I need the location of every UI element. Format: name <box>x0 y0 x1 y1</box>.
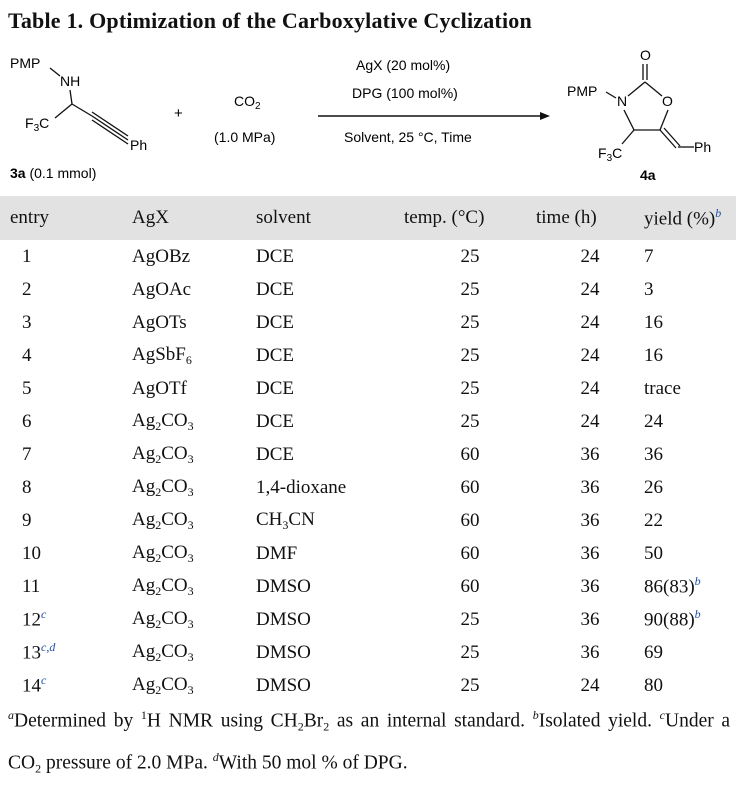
cell-entry: 5 <box>22 377 32 399</box>
cell-entry: 1 <box>22 245 32 267</box>
table-row <box>0 372 736 405</box>
yield-footnote-mark: b <box>694 607 701 622</box>
entry-footnote-mark: c,d <box>41 640 56 655</box>
cell-entry: 2 <box>22 278 32 300</box>
cell-solvent: DMSO <box>256 674 311 696</box>
cell-solvent: DCE <box>256 377 294 399</box>
table-row <box>0 636 736 669</box>
entry-footnote-mark: c <box>41 607 47 622</box>
reaction-scheme <box>0 46 736 192</box>
cell-time: 24 <box>580 410 600 432</box>
cell-entry: 4 <box>22 344 32 366</box>
cell-agx: $Ag_2CO_3$ <box>132 607 194 631</box>
product-compound-label: 4a <box>640 167 656 183</box>
header-temp: temp. (°C) <box>404 207 485 228</box>
product-carbonyl-o: O <box>640 47 651 63</box>
cell-time: 36 <box>580 476 600 498</box>
reactant-compound-label: 3a (0.1 mmol) <box>10 165 97 181</box>
cell-yield: 22 <box>644 509 663 531</box>
condition-line-2: DPG (100 mol%) <box>352 85 458 101</box>
reactant-pmp-label: PMP <box>10 55 41 71</box>
cell-entry: 3 <box>22 311 32 333</box>
entry-footnote-mark: c <box>41 673 47 688</box>
cell-time: 24 <box>580 674 600 696</box>
reactant-ph-label: Ph <box>130 137 148 153</box>
table-title: Table 1. Optimization of the Carboxylative Cyclization <box>8 8 532 33</box>
cell-time: 24 <box>580 377 600 399</box>
plus-sign: + <box>174 105 183 122</box>
cell-temp: 60 <box>460 509 480 531</box>
cell-time: 36 <box>580 542 600 564</box>
condition-line-1: AgX (20 mol%) <box>356 57 451 73</box>
cell-agx: $Ag_2CO_3$ <box>132 574 194 598</box>
table-row <box>0 570 736 603</box>
cell-entry: 9 <box>22 509 32 531</box>
product-n-label: N <box>617 93 628 109</box>
cell-time: 24 <box>580 245 600 267</box>
cell-entry: 13$^{c,d}$ <box>22 640 56 664</box>
table-row <box>0 273 736 306</box>
cell-agx: AgOTs <box>132 311 187 333</box>
header-solvent: solvent <box>256 207 311 228</box>
cell-yield: 26 <box>644 476 663 498</box>
co2-label: $CO_2$ <box>234 93 261 112</box>
cell-temp: 60 <box>460 542 480 564</box>
cell-agx: $Ag_2CO_3$ <box>132 508 194 532</box>
cell-agx: $Ag_2CO_3$ <box>132 640 194 664</box>
cell-time: 24 <box>580 344 600 366</box>
cell-agx: $Ag_2CO_3$ <box>132 442 194 466</box>
table-row <box>0 504 736 537</box>
table-row <box>0 537 736 570</box>
optimization-table <box>0 196 736 702</box>
cell-solvent: DCE <box>256 410 294 432</box>
cell-entry: 10 <box>22 542 41 564</box>
cell-temp: 25 <box>460 674 480 696</box>
table-row <box>0 339 736 372</box>
cell-agx: AgOAc <box>132 278 192 300</box>
cell-agx: AgOTf <box>132 377 187 399</box>
cell-yield: 7 <box>644 245 654 267</box>
cell-solvent: DCE <box>256 278 294 300</box>
header-agx: AgX <box>132 207 169 228</box>
reactant-f3c-label: $F_3C$ <box>25 115 50 134</box>
cell-solvent: DMSO <box>256 641 311 663</box>
cell-temp: 60 <box>460 476 480 498</box>
co2-pressure: (1.0 MPa) <box>214 129 276 145</box>
cell-solvent: DCE <box>256 443 294 465</box>
header-time: time (h) <box>536 207 597 228</box>
cell-solvent: 1,4-dioxane <box>256 476 347 498</box>
product-ring-o: O <box>662 93 673 109</box>
cell-entry: 14$^c$ <box>22 673 47 697</box>
cell-temp: 25 <box>460 344 480 366</box>
cell-agx: $Ag_2CO_3$ <box>132 673 194 697</box>
cell-time: 24 <box>580 311 600 333</box>
cell-solvent: DCE <box>256 344 294 366</box>
cell-agx: $Ag_2CO_3$ <box>132 475 194 499</box>
table-row <box>0 306 736 339</box>
cell-temp: 25 <box>460 608 480 630</box>
cell-solvent: DMF <box>256 542 298 564</box>
cell-solvent: DCE <box>256 311 294 333</box>
cell-time: 36 <box>580 443 600 465</box>
cell-temp: 25 <box>460 410 480 432</box>
product-f3c-label: $F_3C$ <box>598 145 623 164</box>
cell-time: 24 <box>580 278 600 300</box>
table-row <box>0 603 736 636</box>
cell-entry: 12$^c$ <box>22 607 47 631</box>
cell-yield: 16 <box>644 311 663 333</box>
table-row <box>0 240 736 273</box>
product-ph-label: Ph <box>694 139 712 155</box>
cell-yield: 86(83)$^b$ <box>644 574 701 598</box>
condition-line-3: Solvent, 25 °C, Time <box>344 129 472 145</box>
table-footnotes: $^a$Determined by $^1$H NMR using $CH_2Br_2$ as an internal standard. $^b$Isolated yield. $^c$Under a $CO_2$ pressure of 2.0 MPa. $^d$With 50 mol % of DPG. <box>8 708 731 775</box>
cell-agx: $Ag_2CO_3$ <box>132 409 194 433</box>
cell-temp: 25 <box>460 278 480 300</box>
cell-yield: 36 <box>644 443 663 465</box>
cell-yield: 24 <box>644 410 663 432</box>
cell-entry: 11 <box>22 575 41 597</box>
cell-time: 36 <box>580 509 600 531</box>
cell-entry: 7 <box>22 443 32 465</box>
cell-entry: 8 <box>22 476 32 498</box>
cell-temp: 25 <box>460 245 480 267</box>
cell-solvent: DMSO <box>256 575 311 597</box>
cell-time: 36 <box>580 641 600 663</box>
cell-agx: $Ag_2CO_3$ <box>132 541 194 565</box>
table-row <box>0 405 736 438</box>
cell-time: 36 <box>580 608 600 630</box>
cell-yield: 80 <box>644 674 663 696</box>
table-row <box>0 471 736 504</box>
cell-agx: AgOBz <box>132 245 191 267</box>
cell-temp: 60 <box>460 575 480 597</box>
header-yield: yield (%)$^b$ <box>644 205 722 230</box>
cell-yield: 3 <box>644 278 654 300</box>
cell-temp: 25 <box>460 641 480 663</box>
cell-yield: 16 <box>644 344 663 366</box>
cell-temp: 25 <box>460 377 480 399</box>
product-pmp-label: PMP <box>567 83 598 99</box>
yield-footnote-mark: b <box>694 574 701 589</box>
table-row <box>0 669 736 702</box>
cell-yield: 69 <box>644 641 663 663</box>
cell-temp: 60 <box>460 443 480 465</box>
cell-yield: trace <box>644 377 681 399</box>
cell-solvent: DCE <box>256 245 294 267</box>
cell-yield: 50 <box>644 542 663 564</box>
cell-entry: 6 <box>22 410 32 432</box>
cell-temp: 25 <box>460 311 480 333</box>
cell-time: 36 <box>580 575 600 597</box>
header-entry: entry <box>10 207 50 228</box>
table-header-row <box>0 196 736 240</box>
cell-solvent: $CH_3CN$ <box>256 508 315 532</box>
table-row <box>0 438 736 471</box>
reactant-nh-label: NH <box>60 73 81 89</box>
cell-solvent: DMSO <box>256 608 311 630</box>
cell-agx: AgSbF$_6$ <box>132 343 192 367</box>
cell-yield: 90(88)$^b$ <box>644 607 701 631</box>
